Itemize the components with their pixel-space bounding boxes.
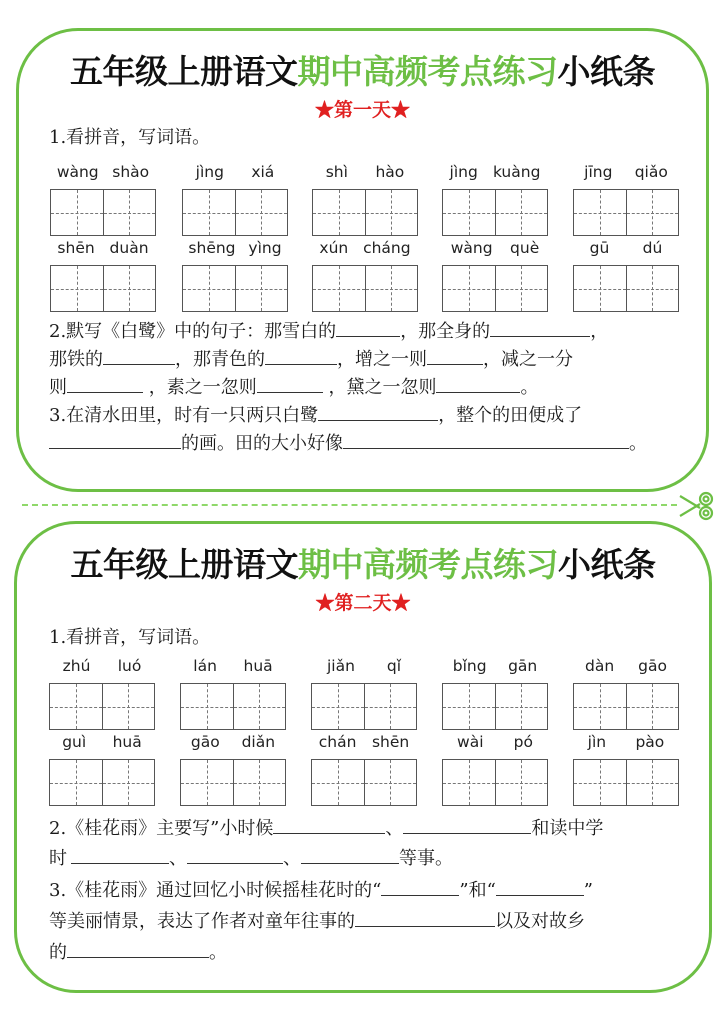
answer-blank[interactable] [257, 373, 323, 393]
writing-cell[interactable] [183, 190, 235, 235]
question-text: 2.《桂花雨》主要写”小时候 [49, 818, 274, 839]
writing-cell[interactable] [50, 760, 102, 805]
pinyin-syllable: bǐng [452, 657, 487, 675]
writing-grid[interactable] [311, 759, 417, 806]
question-2-line-1 [49, 814, 603, 844]
pinyin-word [573, 731, 679, 806]
question-text: ， [590, 321, 609, 342]
pinyin-syllable: zhú [62, 657, 91, 675]
writing-grid[interactable] [49, 759, 155, 806]
question-text: 和读中学 [531, 818, 604, 839]
writing-grid[interactable] [182, 189, 288, 236]
writing-grid[interactable] [311, 683, 417, 730]
writing-grid[interactable] [573, 265, 679, 312]
pinyin-syllable: luó [117, 657, 142, 675]
scissors-icon [676, 490, 716, 522]
question-text: 的画。田的大小好像 [181, 433, 343, 454]
writing-cell[interactable] [495, 684, 548, 729]
writing-cell[interactable] [443, 684, 495, 729]
question-text: 、 [385, 818, 404, 839]
question-text: 3.在清水田里，时有一只两只白鹭 [49, 405, 319, 426]
writing-grid[interactable] [312, 189, 418, 236]
writing-cell[interactable] [233, 760, 286, 805]
question-text: 2.默写《白鹭》中的句子：那雪白的 [49, 321, 337, 342]
answer-blank[interactable] [427, 345, 483, 365]
pinyin-syllable: pào [635, 733, 665, 751]
question-3-line-2 [49, 907, 585, 937]
writing-cell[interactable] [574, 266, 626, 311]
writing-cell[interactable] [313, 190, 365, 235]
pinyin-syllable: jìng [195, 163, 224, 181]
pinyin-syllable: hào [375, 163, 405, 181]
writing-cell[interactable] [312, 684, 364, 729]
question-text: ，减之一分 [483, 349, 573, 370]
question-2-line-2 [49, 345, 573, 375]
answer-blank[interactable] [496, 876, 584, 896]
writing-grid[interactable] [49, 683, 155, 730]
writing-cell[interactable] [51, 190, 103, 235]
answer-blank[interactable] [318, 401, 438, 421]
answer-blank[interactable] [336, 317, 400, 337]
pinyin-word [50, 161, 156, 236]
question-text: 。 [629, 433, 647, 454]
pinyin-syllable: shì [325, 163, 348, 181]
question-text: 则 [49, 377, 67, 398]
pinyin-syllable: jīng [584, 163, 613, 181]
answer-blank[interactable] [301, 844, 399, 864]
writing-grid[interactable] [180, 759, 286, 806]
writing-cell[interactable] [181, 760, 233, 805]
pinyin-syllable: shēng [188, 239, 236, 257]
question-3-line-1 [49, 401, 582, 431]
writing-cell[interactable] [626, 760, 679, 805]
card-title [19, 46, 706, 93]
writing-grid[interactable] [442, 189, 548, 236]
writing-grid[interactable] [442, 265, 548, 312]
writing-cell[interactable] [574, 684, 626, 729]
question-text: 的 [49, 942, 67, 963]
pinyin-word [442, 655, 548, 730]
pinyin-syllable: cháng [363, 239, 411, 257]
answer-blank[interactable] [490, 317, 590, 337]
writing-cell[interactable] [364, 684, 417, 729]
pinyin-syllable: jìn [587, 733, 607, 751]
writing-cell[interactable] [103, 266, 156, 311]
writing-cell[interactable] [102, 760, 155, 805]
question-text: 。 [520, 377, 539, 398]
writing-cell[interactable] [365, 190, 418, 235]
pinyin-syllable: dàn [585, 657, 615, 675]
answer-blank[interactable] [436, 373, 520, 393]
writing-cell[interactable] [103, 190, 156, 235]
question-text: 那铁的 [49, 349, 103, 370]
question-text: 时 [49, 848, 67, 869]
pinyin-word [573, 161, 679, 236]
title-prefix: 五年级上册语文 [70, 545, 298, 584]
pinyin-word [311, 655, 417, 730]
pinyin-syllable: gāo [638, 657, 667, 675]
pinyin-syllable: shào [112, 163, 150, 181]
practice-card-day-2 [14, 521, 712, 993]
question-text: 等美丽情景，表达了作者对童年往事的 [49, 911, 355, 932]
writing-cell[interactable] [626, 684, 679, 729]
question-2-line-1 [49, 317, 608, 347]
writing-cell[interactable] [364, 760, 417, 805]
pinyin-syllable: dú [642, 239, 663, 257]
question-2-line-2 [49, 844, 453, 874]
pinyin-syllable: xiá [251, 163, 275, 181]
question-text: ，那全身的 [400, 321, 491, 342]
question-3-line-1 [49, 876, 593, 906]
pinyin-syllable: lán [193, 657, 217, 675]
writing-grid[interactable] [50, 265, 156, 312]
day-label: ★第一天★ [314, 99, 410, 121]
pinyin-word [49, 655, 155, 730]
pinyin-syllable: gū [589, 239, 610, 257]
writing-cell[interactable] [235, 190, 288, 235]
answer-blank[interactable] [355, 907, 495, 927]
day-label: ★第二天★ [315, 592, 411, 614]
writing-cell[interactable] [50, 684, 102, 729]
title-highlight: 期中高频考点练习 [298, 545, 558, 584]
answer-blank[interactable] [273, 814, 385, 834]
pinyin-syllable: chán [318, 733, 357, 751]
pinyin-syllable: jìng [449, 163, 478, 181]
writing-cell[interactable] [181, 684, 233, 729]
pinyin-syllable: huā [243, 657, 273, 675]
writing-cell[interactable] [626, 266, 679, 311]
answer-blank[interactable] [381, 876, 459, 896]
pinyin-syllable: huā [112, 733, 142, 751]
writing-cell[interactable] [233, 684, 286, 729]
answer-blank[interactable] [71, 844, 169, 864]
pinyin-syllable: qiǎo [634, 163, 668, 181]
answer-blank[interactable] [67, 938, 209, 958]
question-text: ”和“ [459, 880, 496, 901]
question-text: ，整个的田便成了 [438, 405, 583, 426]
pinyin-word [180, 731, 286, 806]
pinyin-syllable: guì [62, 733, 87, 751]
card-title [17, 539, 709, 586]
answer-blank[interactable] [343, 429, 629, 449]
pinyin-syllable: kuàng [492, 163, 541, 181]
writing-cell[interactable] [183, 266, 235, 311]
pinyin-word [442, 161, 548, 236]
question-text: 等事。 [399, 848, 453, 869]
writing-cell[interactable] [365, 266, 418, 311]
title-prefix: 五年级上册语文 [70, 52, 298, 91]
writing-cell[interactable] [51, 266, 103, 311]
answer-blank[interactable] [67, 373, 143, 393]
title-suffix: 小纸条 [557, 52, 655, 91]
question-text: ，素之一忽则 [148, 377, 257, 398]
cut-line-divider [22, 504, 677, 506]
pinyin-word [50, 237, 156, 312]
question-text: 以及对故乡 [495, 911, 585, 932]
writing-cell[interactable] [235, 266, 288, 311]
pinyin-word [573, 655, 679, 730]
question-text: 3.《桂花雨》通过回忆小时候摇桂花时的“ [49, 880, 382, 901]
question-text: 。 [209, 942, 227, 963]
writing-cell[interactable] [313, 266, 365, 311]
pinyin-syllable: diǎn [241, 733, 276, 751]
pinyin-syllable: gān [508, 657, 538, 675]
pinyin-word [442, 237, 548, 312]
pinyin-word [442, 731, 548, 806]
answer-blank[interactable] [403, 814, 531, 834]
writing-cell[interactable] [495, 760, 548, 805]
pinyin-word [180, 655, 286, 730]
writing-cell[interactable] [495, 190, 548, 235]
question-2-line-3 [49, 373, 538, 403]
pinyin-word [182, 161, 288, 236]
practice-card-day-1 [16, 28, 709, 492]
pinyin-word [311, 731, 417, 806]
question-text: ” [583, 880, 593, 901]
question-text: ，增之一则 [337, 349, 427, 370]
title-suffix: 小纸条 [558, 545, 656, 584]
answer-blank[interactable] [49, 429, 181, 449]
pinyin-word [573, 237, 679, 312]
pinyin-syllable: gāo [190, 733, 220, 751]
question-text: ，黛之一忽则 [328, 377, 437, 398]
pinyin-syllable: yìng [248, 239, 282, 257]
pinyin-word [312, 237, 418, 312]
writing-cell[interactable] [574, 760, 626, 805]
writing-grid[interactable] [573, 189, 679, 236]
question-text: ，那青色的 [175, 349, 265, 370]
pinyin-word [182, 237, 288, 312]
pinyin-syllable: shēn [371, 733, 410, 751]
writing-grid[interactable] [312, 265, 418, 312]
writing-cell[interactable] [443, 760, 495, 805]
pinyin-syllable: qǐ [386, 657, 402, 675]
writing-grid[interactable] [180, 683, 286, 730]
question-3-line-3 [49, 938, 227, 968]
pinyin-syllable: wàng [56, 163, 99, 181]
answer-blank[interactable] [187, 844, 283, 864]
pinyin-syllable: què [510, 239, 540, 257]
writing-cell[interactable] [626, 190, 679, 235]
writing-grid[interactable] [573, 683, 679, 730]
answer-blank[interactable] [265, 345, 337, 365]
pinyin-word [49, 731, 155, 806]
writing-grid[interactable] [50, 189, 156, 236]
pinyin-syllable: wài [457, 733, 484, 751]
answer-blank[interactable] [103, 345, 175, 365]
title-highlight: 期中高频考点练习 [297, 52, 558, 91]
pinyin-syllable: duàn [109, 239, 149, 257]
writing-grid[interactable] [573, 759, 679, 806]
pinyin-syllable: wàng [450, 239, 493, 257]
writing-grid[interactable] [442, 683, 548, 730]
question-1-label: 1.看拼音，写词语。 [49, 127, 211, 148]
question-3-line-2 [49, 429, 647, 459]
pinyin-syllable: pó [513, 733, 533, 751]
writing-cell[interactable] [312, 760, 364, 805]
writing-cell[interactable] [102, 684, 155, 729]
question-text: 、 [283, 848, 301, 869]
writing-grid[interactable] [182, 265, 288, 312]
pinyin-syllable: shēn [57, 239, 95, 257]
pinyin-syllable: xún [319, 239, 349, 257]
writing-cell[interactable] [443, 190, 495, 235]
writing-cell[interactable] [443, 266, 495, 311]
pinyin-word [312, 161, 418, 236]
writing-cell[interactable] [495, 266, 548, 311]
pinyin-syllable: jiǎn [326, 657, 355, 675]
question-1-label: 1.看拼音，写词语。 [49, 627, 211, 648]
writing-cell[interactable] [574, 190, 626, 235]
writing-grid[interactable] [442, 759, 548, 806]
question-text: 、 [169, 848, 187, 869]
